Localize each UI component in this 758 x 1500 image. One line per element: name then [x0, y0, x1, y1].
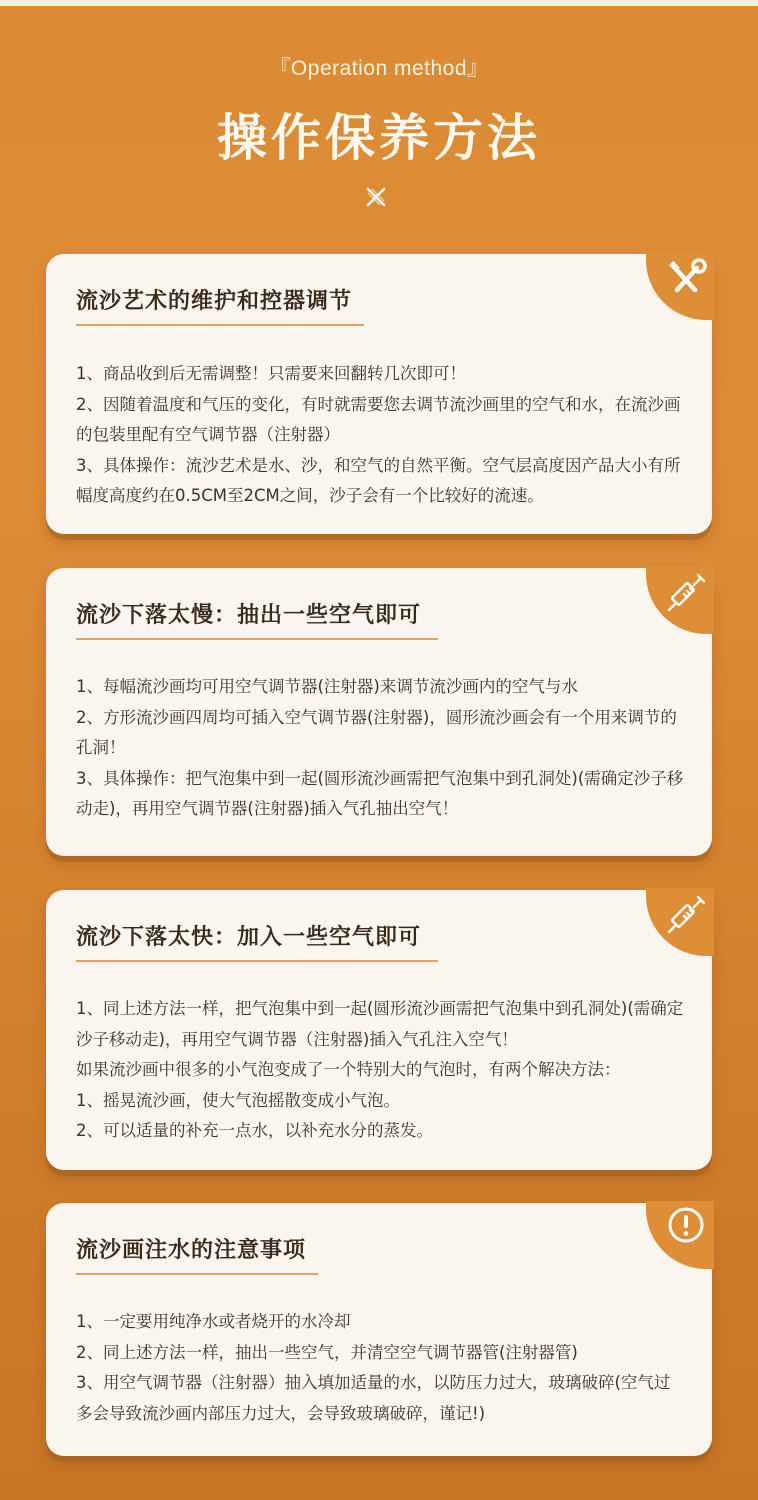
card-line: 1、每幅流沙画均可用空气调节器(注射器)来调节流沙画内的空气与水	[76, 677, 578, 696]
card-maintenance	[46, 254, 712, 534]
syringe-icon	[664, 569, 710, 615]
card-line: 1、商品收到后无需调整！只需要来回翻转几次即可！	[76, 364, 466, 383]
wrench-screwdriver-icon	[663, 256, 709, 302]
card-line: 3、用空气调节器（注射器）抽入填加适量的水，以防压力过大，玻璃破碎(空气过多会导致流沙画内部压力过大，会导致玻璃破碎，谨记!)	[76, 1373, 671, 1423]
page-title: 操作保养方法	[217, 109, 541, 167]
exclamation-circle-icon	[663, 1205, 709, 1251]
page-header	[0, 0, 758, 250]
cross-ornament-icon	[365, 186, 387, 208]
title-underline	[76, 324, 364, 326]
card-flow-too-slow	[46, 568, 712, 856]
title-underline	[76, 638, 438, 640]
card-line: 2、同上述方法一样，抽出一些空气，并清空空气调节器管(注射器管)	[76, 1342, 578, 1362]
card-line: 1、同上述方法一样，把气泡集中到一起(圆形流沙画需把气泡集中到孔洞处)(需确定沙子移动走)，再用空气调节器（注射器)插入气孔注入空气！	[76, 999, 684, 1049]
card-line: 3、具体操作：流沙艺术是水、沙，和空气的自然平衡。空气层高度因产品大小有所幅度高度约在0.5CM至2CM之间，沙子会有一个比较好的流速。	[76, 455, 681, 505]
card-line: 2、方形流沙画四周均可插入空气调节器(注射器)，圆形流沙画会有一个用来调节的孔洞！	[76, 707, 677, 757]
syringe-icon	[664, 891, 710, 937]
card-body	[76, 1307, 686, 1429]
card-body	[76, 672, 686, 825]
card-body	[76, 994, 686, 1147]
card-body	[76, 359, 686, 512]
card-line: 如果流沙画中很多的小气泡变成了一个特别大的气泡时，有两个解决方法：	[76, 1060, 621, 1079]
card-line: 3、具体操作：把气泡集中到一起(圆形流沙画需把气泡集中到孔洞处)(需确定沙子移动走)，再用空气调节器(注射器)插入气孔抽出空气！	[76, 768, 684, 818]
card-title: 流沙艺术的维护和控器调节	[76, 289, 353, 314]
card-title: 流沙画注水的注意事项	[76, 1238, 307, 1263]
title-underline	[76, 960, 438, 962]
card-line: 1、摇晃流沙画，使大气泡摇散变成小气泡。	[76, 1090, 400, 1110]
card-title: 流沙下落太快：加入一些空气即可	[76, 925, 422, 950]
card-line: 2、因随着温度和气压的变化，有时就需要您去调节流沙画里的空气和水，在流沙画的包装里配有空气调节器（注射器）	[76, 394, 681, 444]
title-underline	[76, 1273, 318, 1275]
card-water-notes	[46, 1203, 712, 1456]
header-subtitle: 『Operation method』	[269, 57, 489, 80]
card-title: 流沙下落太慢：抽出一些空气即可	[76, 603, 422, 628]
card-flow-too-fast	[46, 890, 712, 1170]
card-line: 2、可以适量的补充一点水，以补充水分的蒸发。	[76, 1121, 433, 1140]
card-line: 1、一定要用纯净水或者烧开的水冷却	[76, 1312, 351, 1331]
